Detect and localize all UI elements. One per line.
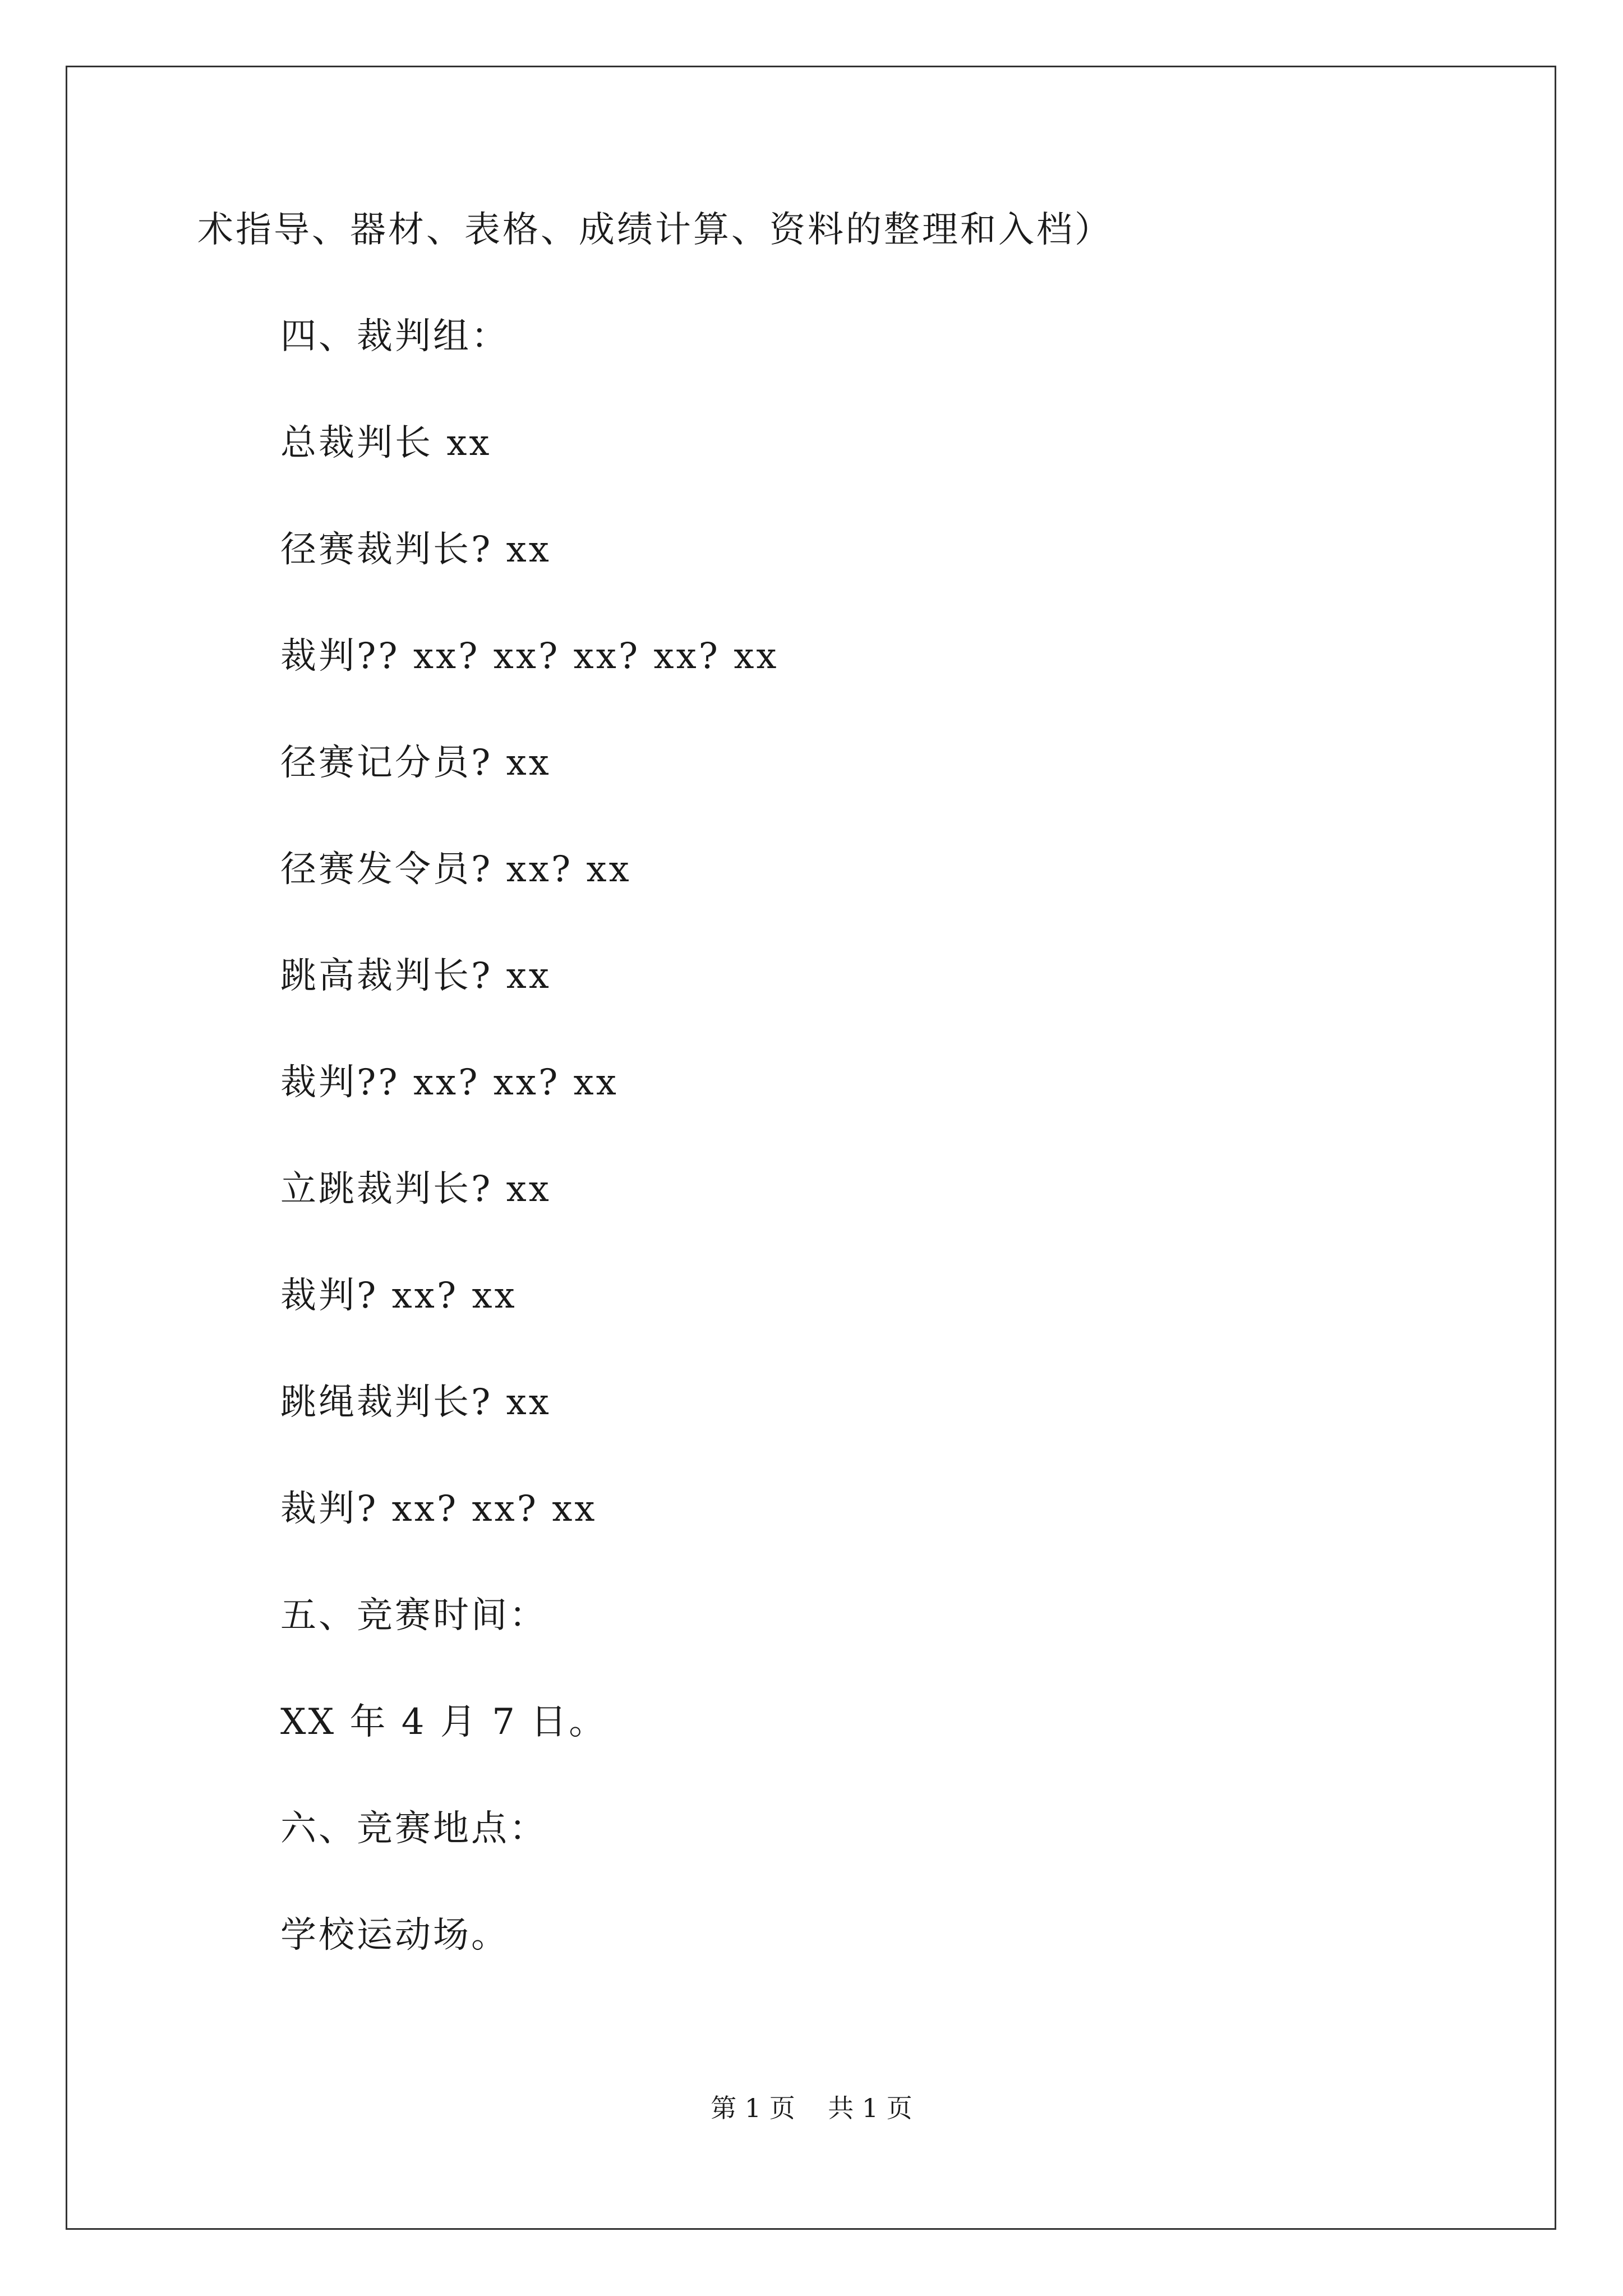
section-heading-venue: 六、竞赛地点：	[280, 1808, 547, 1849]
track-starter-line: 径赛发令员? xx? xx	[280, 849, 631, 890]
chief-referee-line: 总裁判长 xx	[280, 422, 492, 464]
rope-skipping-referees-line: 裁判? xx? xx? xx	[280, 1488, 597, 1530]
standing-jump-chief-line: 立跳裁判长? xx	[280, 1168, 551, 1210]
venue-line: 学校运动场。	[280, 1915, 509, 1956]
track-scorer-line: 径赛记分员? xx	[280, 742, 551, 784]
page-number-footer: 第 1 页 共 1 页	[711, 2093, 912, 2123]
standing-jump-referees-line: 裁判? xx? xx	[280, 1275, 517, 1317]
track-referees-line: 裁判?? xx? xx? xx? xx? xx	[280, 636, 779, 677]
track-chief-referee-line: 径赛裁判长? xx	[280, 529, 551, 570]
section-heading-time: 五、竞赛时间：	[280, 1595, 547, 1636]
rope-skipping-chief-line: 跳绳裁判长? xx	[280, 1382, 551, 1423]
section-heading-referees: 四、裁判组：	[280, 316, 509, 357]
continuation-line: 术指导、器材、表格、成绩计算、资料的整理和入档）	[197, 209, 1113, 251]
high-jump-referees-line: 裁判?? xx? xx? xx	[280, 1062, 619, 1103]
page-border	[66, 66, 1556, 2230]
high-jump-chief-line: 跳高裁判长? xx	[280, 955, 551, 997]
competition-date-line: XX 年 4 月 7 日。	[280, 1701, 607, 1743]
